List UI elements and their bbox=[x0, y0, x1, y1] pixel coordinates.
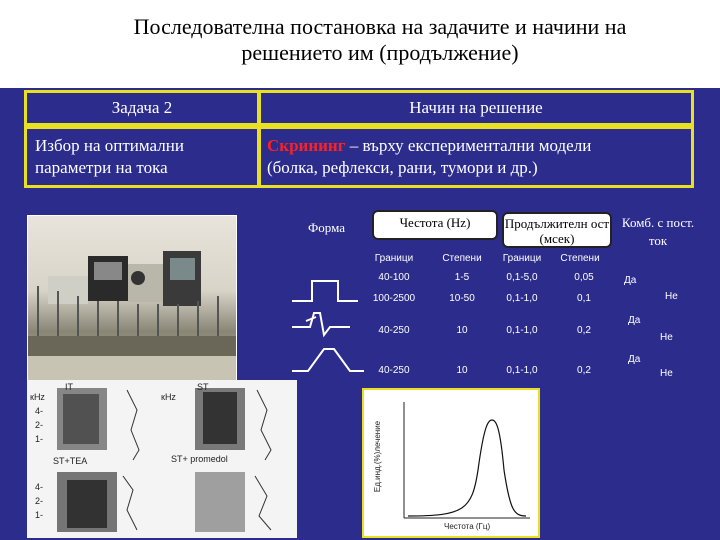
triangular-wave-icon bbox=[292, 349, 364, 371]
spectrum-xlabel: Честота (Гц) bbox=[444, 522, 491, 531]
spectrogram-panel bbox=[27, 380, 297, 538]
title-line-2: решението им (продължение) bbox=[241, 40, 519, 65]
task-header-label: Задача 2 bbox=[111, 98, 173, 117]
spectrum-ylabel: Ед.инд.(%)лечение bbox=[373, 420, 383, 493]
eeg-tick-6: 1- bbox=[35, 510, 44, 520]
row3-freq-step: 10 bbox=[456, 325, 468, 336]
task-body-box bbox=[24, 126, 260, 188]
eeg-tick-4: 4- bbox=[35, 482, 44, 492]
row2-dur-step: 0,1 bbox=[577, 293, 591, 304]
eeg-label-it: IT bbox=[65, 382, 73, 392]
task-header-box bbox=[24, 90, 260, 126]
sub-header-dur-range: Граници bbox=[502, 253, 542, 264]
row4-freq-range: 40-250 bbox=[378, 365, 410, 376]
row4-freq-step: 10 bbox=[456, 365, 468, 376]
response-curve bbox=[408, 420, 526, 516]
task-text-line-2: параметри на тока bbox=[35, 158, 168, 177]
row1-dur-step: 0,05 bbox=[574, 272, 594, 283]
row2-freq-step: 10-50 bbox=[449, 293, 475, 304]
row4-dur-range: 0,1-1,0 bbox=[506, 365, 538, 376]
col-freq-header: Честота (Hz) bbox=[372, 210, 498, 240]
row1-dur-range: 0,1-5,0 bbox=[506, 272, 538, 283]
row2-dur-range: 0,1-1,0 bbox=[506, 293, 538, 304]
sub-header-freq-step: Степени bbox=[442, 253, 482, 264]
equipment-photo bbox=[27, 215, 237, 382]
row2-comb: Не bbox=[665, 291, 678, 302]
eeg-tick-1: 4- bbox=[35, 406, 44, 416]
method-body-box bbox=[258, 126, 694, 188]
eeg-tick-2: 2- bbox=[35, 420, 44, 430]
square-wave-icon bbox=[292, 281, 358, 301]
waveform-icons bbox=[290, 275, 370, 385]
slide-title bbox=[60, 14, 700, 66]
eeg-label-st-promedol: ST+ promedol bbox=[171, 454, 228, 464]
sub-header-dur-step: Степени bbox=[560, 253, 600, 264]
row3-dur-step: 0,2 bbox=[577, 325, 591, 336]
col-comb-header: Комб. с пост. ток bbox=[621, 215, 695, 248]
title-line-1: Последователна постановка на задачите и начини на bbox=[133, 14, 627, 39]
col-form-header: Форма bbox=[308, 220, 345, 235]
row1-freq-step: 1-5 bbox=[454, 272, 470, 283]
eeg-khz-label-2: кHz bbox=[161, 392, 176, 402]
frequency-response-plot bbox=[362, 388, 540, 538]
row3-dur-range: 0,1-1,0 bbox=[506, 325, 538, 336]
row4-comb-no: Не bbox=[660, 368, 673, 379]
method-header-label: Начин на решение bbox=[409, 98, 543, 117]
task-text-line-1: Избор на оптимални bbox=[35, 136, 184, 155]
method-highlight: Скрининг bbox=[267, 136, 346, 155]
eeg-label-st-tea: ST+TEA bbox=[53, 456, 88, 466]
row3-comb-yes: Да bbox=[628, 315, 641, 326]
eeg-tick-3: 1- bbox=[35, 434, 44, 444]
method-text-line-2: (болка, рефлекси, рани, тумори и др.) bbox=[267, 158, 538, 177]
row1-freq-range: 40-100 bbox=[378, 272, 410, 283]
eeg-tick-5: 2- bbox=[35, 496, 44, 506]
row3-freq-range: 40-250 bbox=[378, 325, 410, 336]
col-duration-header: Продължителн ост (мсек) bbox=[502, 212, 612, 248]
sub-header-freq-range: Граници bbox=[374, 253, 414, 264]
row4-comb-yes: Да bbox=[628, 354, 641, 365]
method-header-box bbox=[258, 90, 694, 126]
row1-comb: Да bbox=[624, 275, 637, 286]
row3-comb-no: Не bbox=[660, 332, 673, 343]
biphasic-wave-icon bbox=[292, 313, 350, 335]
method-text-rest: – върху експериментални модели bbox=[345, 136, 592, 155]
row2-freq-range: 100-2500 bbox=[372, 293, 416, 304]
row4-dur-step: 0,2 bbox=[577, 365, 591, 376]
eeg-khz-label-1: кHz bbox=[30, 392, 45, 402]
eeg-label-st: ST bbox=[197, 382, 209, 392]
